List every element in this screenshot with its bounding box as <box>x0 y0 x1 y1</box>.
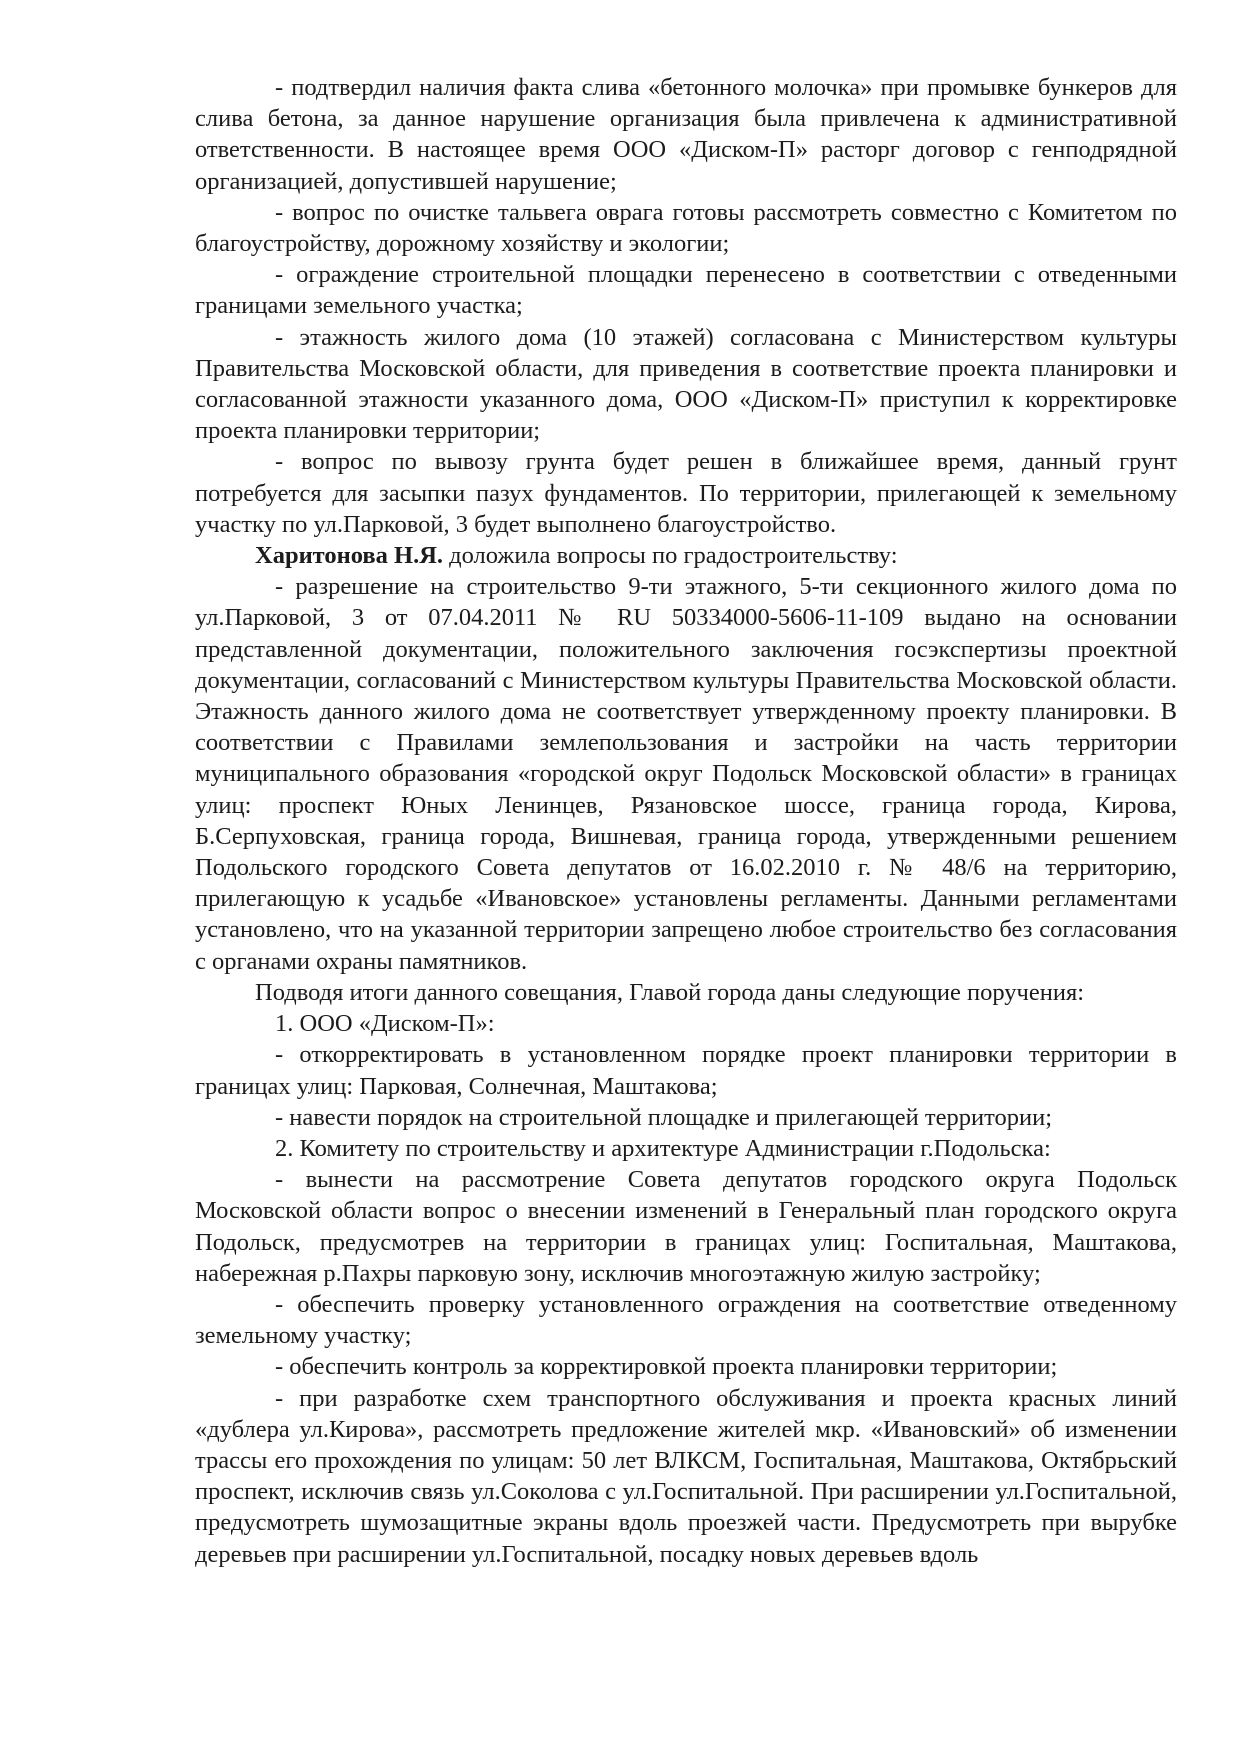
paragraph-ravine-cleaning: - вопрос по очистке тальвега оврага готовы рассмотреть совместно с Комитетом по благоустройству, дорожному хозяйству и экологии; <box>195 198 1177 258</box>
speaker-name: Харитонова Н.Я. <box>255 542 444 570</box>
paragraph-item-2-heading: 2. Комитету по строительству и архитектуре Администрации г.Подольска: <box>275 1134 1051 1162</box>
paragraph-transport-scheme: - при разработке схем транспортного обслуживания и проекта красных линий «дублера ул.Кирова», рассмотреть предложение жителей мкр. «Ивановский» об изменении трассы его прохождения по улицам: 50 лет ВЛКСМ, Госпитальная, Маштакова, Октябрьский проспект, исключив связь ул.Соколова с ул.Госпитальной. При расширении ул.Госпитальной, предусмотреть шумозащитные экраны вдоль проезжей части. Предусмотреть при вырубке деревьев при расширении ул.Госпитальной, посадку новых деревьев вдоль <box>195 1384 1177 1568</box>
paragraph-general-plan-change: - вынести на рассмотрение Совета депутатов городского округа Подольск Московской области вопрос о внесении изменений в Генеральный план городского округа Подольск, предусмотрев на территории в границах улиц: Госпитальная, Маштакова, набережная р.Пахры парковую зону, исключив многоэтажную жилую застройку; <box>195 1166 1177 1287</box>
paragraph-fence-check: - обеспечить проверку установленного ограждения на соответствие отведенному земельному участку; <box>195 1290 1177 1350</box>
paragraph-building-floors: - этажность жилого дома (10 этажей) согласована с Министерством культуры Правительства Московской области, для приведения в соответствие проекта планировки и согласованной этажности указанного дома, ООО «Диском-П» приступил к корректировке проекта планировки территории; <box>195 323 1177 445</box>
speaker-text: доложила вопросы по градостроительству: <box>443 542 898 570</box>
document-page <box>195 72 1177 1570</box>
paragraph-soil-removal: - вопрос по вывозу грунта будет решен в ближайшее время, данный грунт потребуется для засыпки пазух фундаментов. По территории, прилегающей к земельному участку по ул.Парковой, 3 будет выполнено благоустройство. <box>195 448 1177 538</box>
paragraph-item-1-heading: 1. ООО «Диском-П»: <box>275 1010 495 1038</box>
paragraph-building-permit: - разрешение на строительство 9-ти этажного, 5-ти секционного жилого дома по ул.Парковой, 3 от 07.04.2011 № RU 50334000-5606-11-109 выдано на основании представленной документации, положительного заключения госэкспертизы проектной документации, согласований с Министерством культуры Правительства Московской области. Этажность данного жилого дома не соответствует утвержденному проекту планировки. В соответствии с Правилами землепользования и застройки на часть территории муниципального образования «городской округ Подольск Московской области» в границах улиц: проспект Юных Ленинцев, Рязановское шоссе, граница города, Кирова, Б.Серпуховская, граница города, Вишневая, граница города, утвержденными решением Подольского городского Совета депутатов от 16.02.2010 г. № 48/6 на территорию, прилегающую к усадьбе «Ивановское» установлены регламенты. Данными регламентами установлено, что на указанной территории запрещено любое строительство без согласования с органами охраны памятников. <box>195 573 1177 975</box>
paragraph-meeting-summary: Подводя итоги данного совещания, Главой города даны следующие поручения: <box>255 978 1085 1006</box>
paragraph-adjust-plan: - откорректировать в установленном порядке проект планировки территории в границах улиц: Парковая, Солнечная, Маштакова; <box>195 1041 1177 1100</box>
paragraph-kharitonova-report <box>195 540 1177 571</box>
paragraph-concrete-milk: - подтвердил наличия факта слива «бетонного молочка» при промывке бункеров для слива бетона, за данное нарушение организация была привлечена к административной ответственности. В настоящее время ООО «Диском-П» расторг договор с генподрядной организацией, допустившей нарушение; <box>195 74 1177 195</box>
paragraph-restore-order: - навести порядок на строительной площадке и прилегающей территории; <box>275 1103 1053 1131</box>
paragraph-plan-control: - обеспечить контроль за корректировкой проекта планировки территории; <box>275 1353 1058 1381</box>
paragraph-fence-moved: - ограждение строительной площадки перенесено в соответствии с отведенными границами земельного участка; <box>195 261 1177 320</box>
